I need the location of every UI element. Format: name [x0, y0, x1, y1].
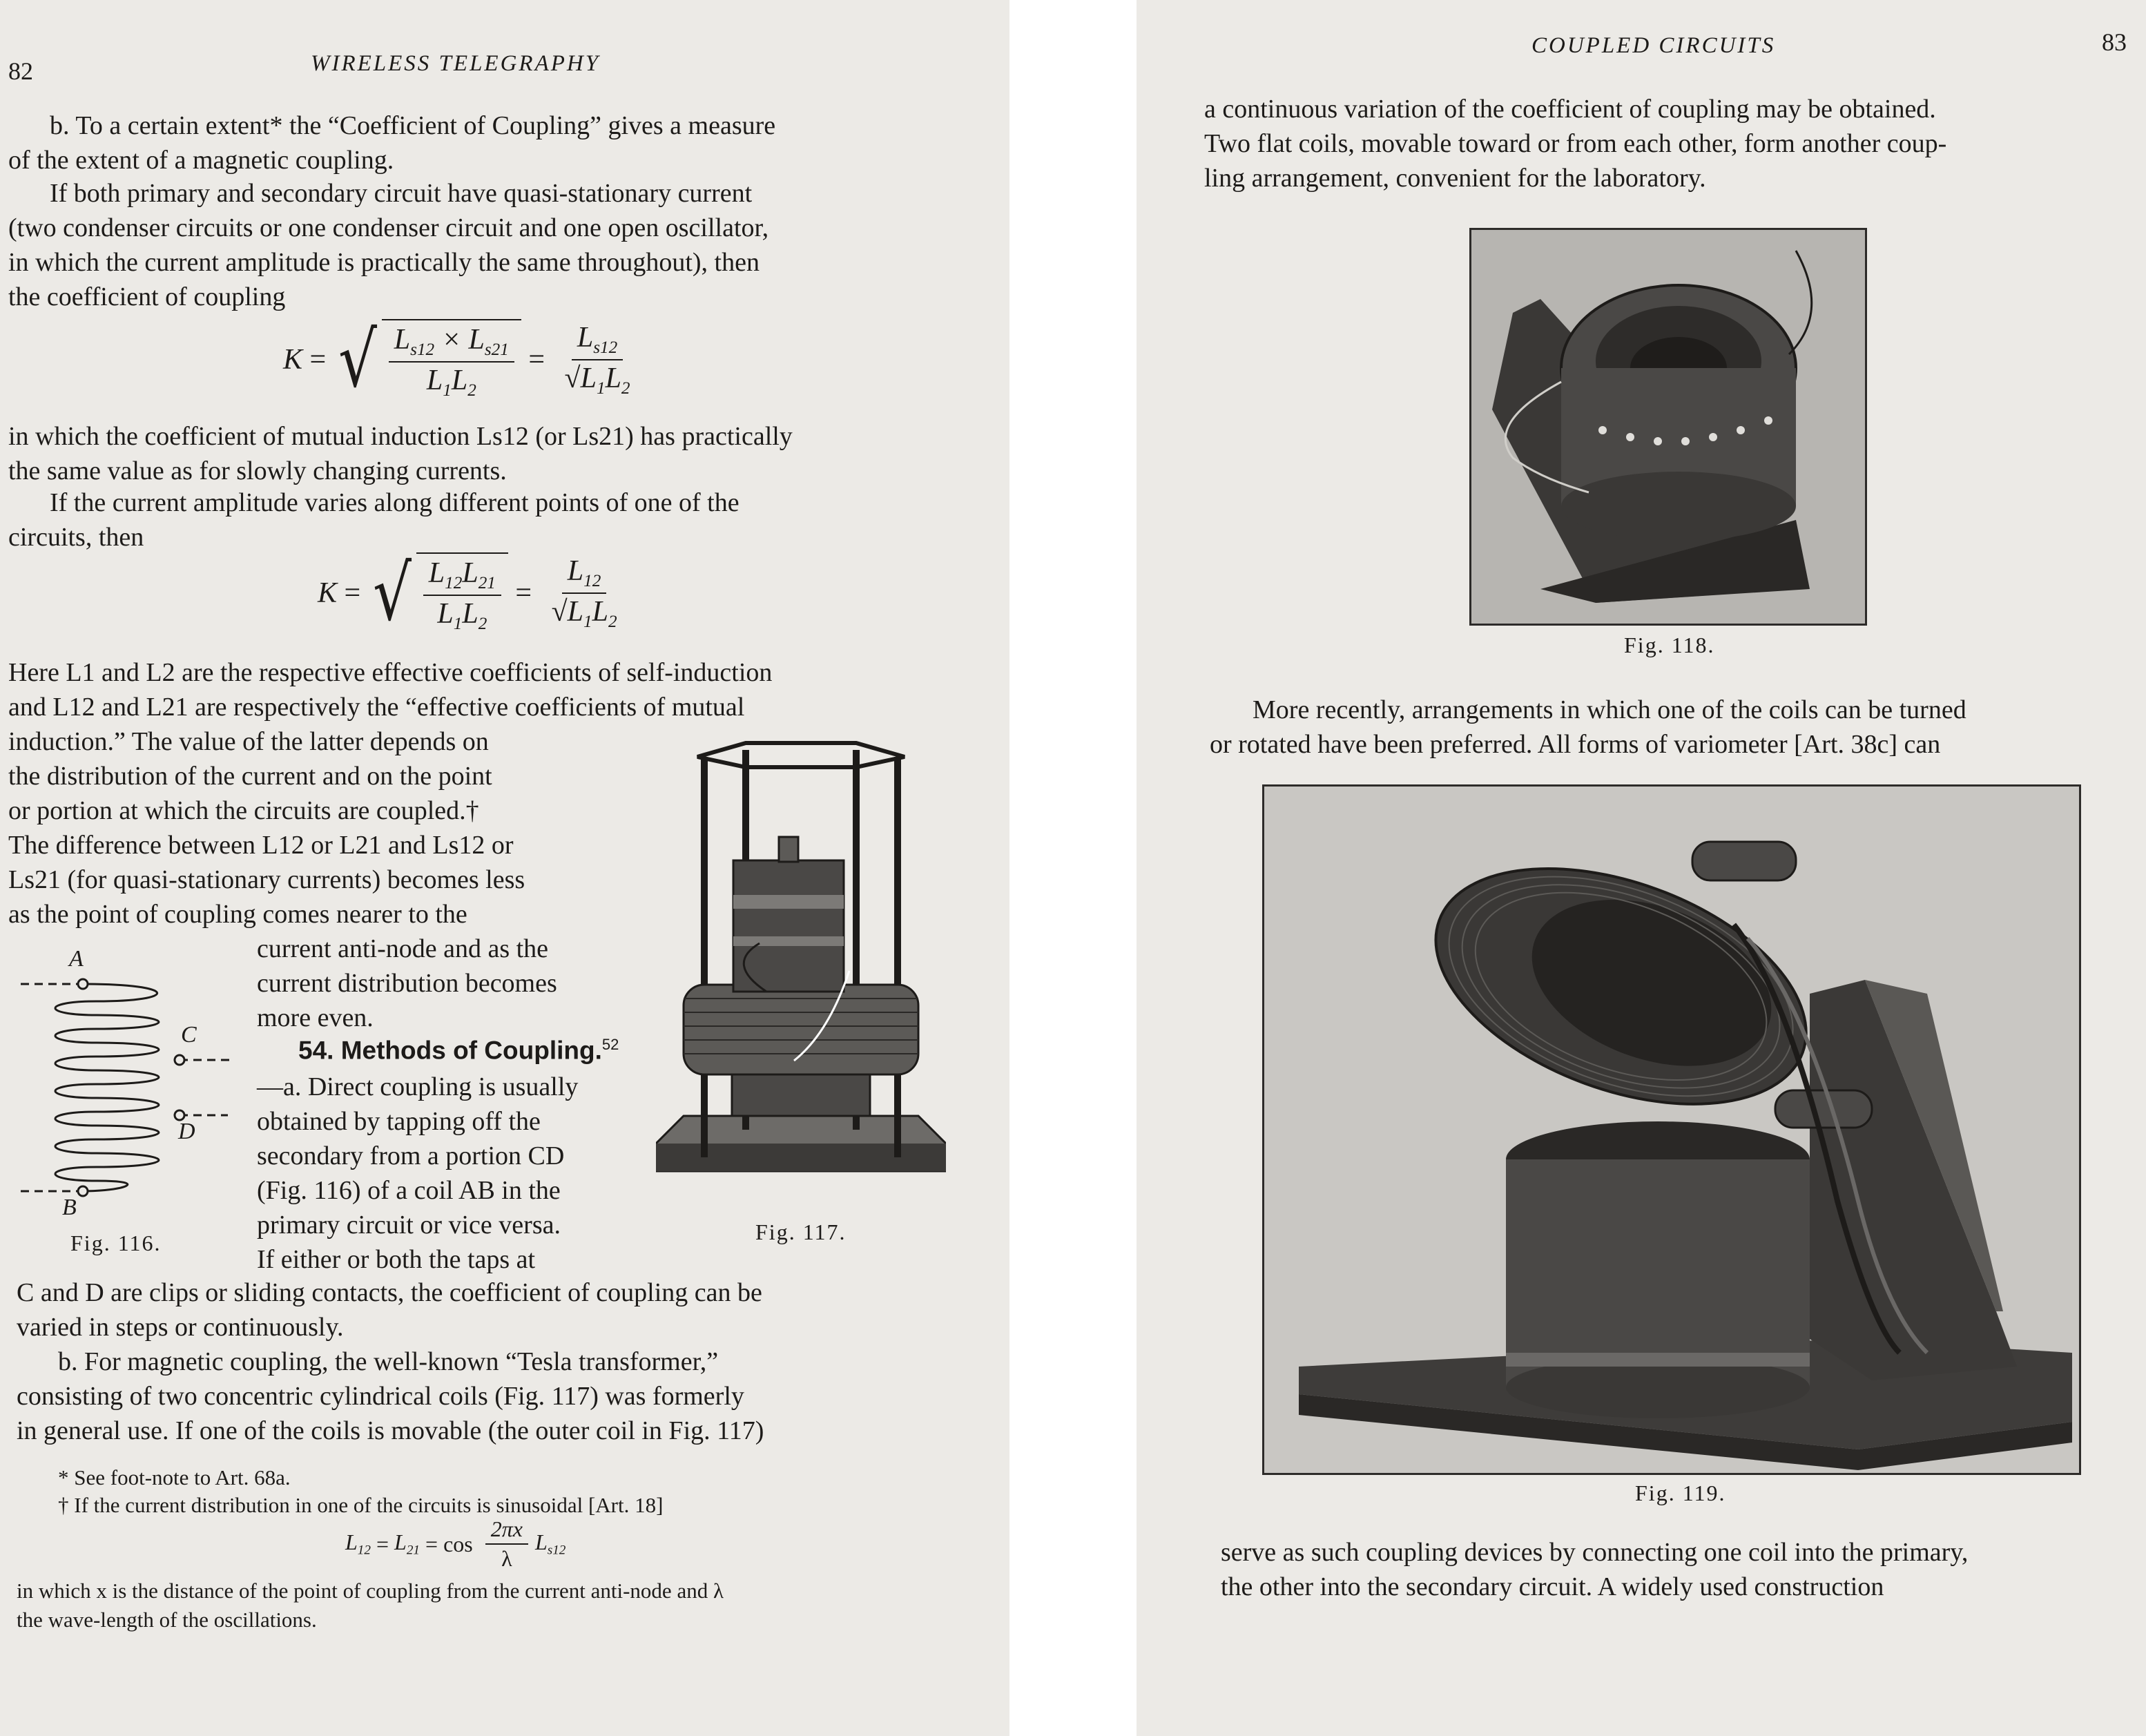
left-page [0, 0, 1009, 1736]
para-line: If the current amplitude varies along different points of one of the [50, 488, 740, 517]
para-line: consisting of two concentric cylindrical coils (Fig. 117) was formerly [17, 1382, 744, 1411]
page-number: 82 [8, 57, 33, 85]
para-line: the coefficient of coupling [8, 282, 286, 311]
footnote-line: in which x is the distance of the point of coupling from the current anti-node and λ [17, 1579, 724, 1603]
right-page [1137, 0, 2146, 1736]
fig116-coil-diagram [14, 946, 242, 1222]
coupling-formula-quasi: K = √ $\frac{L_{s12} \times L_{s21}}{L_1L_2}$ = $\frac{L_{s12}}{√L_1L_2}$ [283, 315, 630, 404]
para-line: in general use. If one of the coils is movable (the outer coil in Fig. 117) [17, 1416, 764, 1445]
para-line: or rotated have been preferred. All forms of variometer [Art. 38c] can [1210, 730, 1941, 759]
fig116-label-c: C [181, 1022, 197, 1048]
fig119-caption: Fig. 119. [1635, 1481, 1726, 1505]
para-line: C and D are clips or sliding contacts, the coefficient of coupling can be [17, 1278, 762, 1307]
para-line: —a. Direct coupling is usually [257, 1072, 579, 1101]
footnote-dagger: † If the current distribution in one of the circuits is sinusoidal [Art. 18] [58, 1493, 664, 1517]
para-line: circuits, then [8, 523, 144, 552]
para-line: If both primary and secondary circuit have quasi-stationary current [50, 179, 753, 208]
para-line: If either or both the taps at [257, 1245, 536, 1274]
para-line: serve as such coupling devices by connecting one coil into the primary, [1221, 1538, 1969, 1567]
running-head: COUPLED CIRCUITS [1531, 33, 1776, 58]
para-line: a continuous variation of the coefficient of coupling may be obtained. [1204, 95, 1936, 124]
running-head: WIRELESS TELEGRAPHY [311, 51, 601, 76]
fig119-photo [1262, 784, 2081, 1475]
footnote-line: the wave-length of the oscillations. [17, 1608, 317, 1632]
para-b-line: of the extent of a magnetic coupling. [8, 146, 394, 175]
fig118-photo [1469, 228, 1867, 626]
fig116-label-b: B [62, 1195, 77, 1220]
fig118-caption: Fig. 118. [1624, 633, 1715, 657]
para-line: current distribution becomes [257, 969, 557, 998]
para-line: current anti-node and as the [257, 934, 549, 963]
para-line: (two condenser circuits or one condenser circuit and one open oscillator, [8, 213, 769, 242]
footnote-formula: $L_{12}$ = $L_{21}$ = cos $\frac{2\pi x}{\lambda}$ $L_{s12}$ [345, 1516, 566, 1571]
fig116-label-d: D [178, 1119, 195, 1144]
para-line: and L12 and L21 are respectively the “effective coefficients of mutual [8, 693, 745, 722]
para-line: Here L1 and L2 are the respective effective coefficients of self-induction [8, 658, 773, 687]
para-line: secondary from a portion CD [257, 1141, 565, 1170]
coupling-formula-effective: K = √ $\frac{L_{12}L_{21}}{L_1L_2}$ = $\frac{L_{12}}{√L_1L_2}$ [318, 548, 617, 637]
fig117-tesla-transformer-illustration [656, 729, 946, 1199]
para-line: as the point of coupling comes nearer to the [8, 900, 467, 929]
para-line: Ls21 (for quasi-stationary currents) becomes less [8, 865, 525, 894]
fig116-label-a: A [69, 946, 84, 972]
para-line: (Fig. 116) of a coil AB in the [257, 1176, 561, 1205]
para-line: Two flat coils, movable toward or from each other, form another coup- [1204, 129, 1947, 158]
para-line: b. For magnetic coupling, the well-known “Tesla transformer,” [58, 1347, 719, 1376]
para-line: varied in steps or continuously. [17, 1313, 344, 1342]
footnote-star: * See foot-note to Art. 68a. [58, 1465, 291, 1489]
para-line: induction.” The value of the latter depends on [8, 727, 489, 756]
para-line: the other into the secondary circuit. A widely used construction [1221, 1572, 1884, 1601]
para-line: in which the coefficient of mutual induction Ls12 (or Ls21) has practically [8, 422, 793, 451]
para-line: The difference between L12 or L21 and Ls12 or [8, 831, 514, 860]
fig117-caption: Fig. 117. [755, 1219, 847, 1244]
para-line: More recently, arrangements in which one of the coils can be turned [1253, 695, 1966, 724]
para-line: the distribution of the current and on the point [8, 762, 492, 791]
para-line: more even. [257, 1003, 374, 1032]
fig116-caption: Fig. 116. [70, 1231, 162, 1255]
para-line: obtained by tapping off the [257, 1107, 541, 1136]
para-line: the same value as for slowly changing currents. [8, 456, 507, 485]
para-line: or portion at which the circuits are coupled.† [8, 796, 479, 825]
para-line: primary circuit or vice versa. [257, 1211, 561, 1240]
section-heading: 54. Methods of Coupling.$^{52}$ [298, 1036, 619, 1065]
para-b-line: b. To a certain extent* the “Coefficient of Coupling” gives a measure [50, 111, 776, 140]
para-line: ling arrangement, convenient for the laboratory. [1204, 164, 1706, 193]
page-number: 83 [2102, 28, 2127, 56]
para-line: in which the current amplitude is practically the same throughout), then [8, 248, 760, 277]
